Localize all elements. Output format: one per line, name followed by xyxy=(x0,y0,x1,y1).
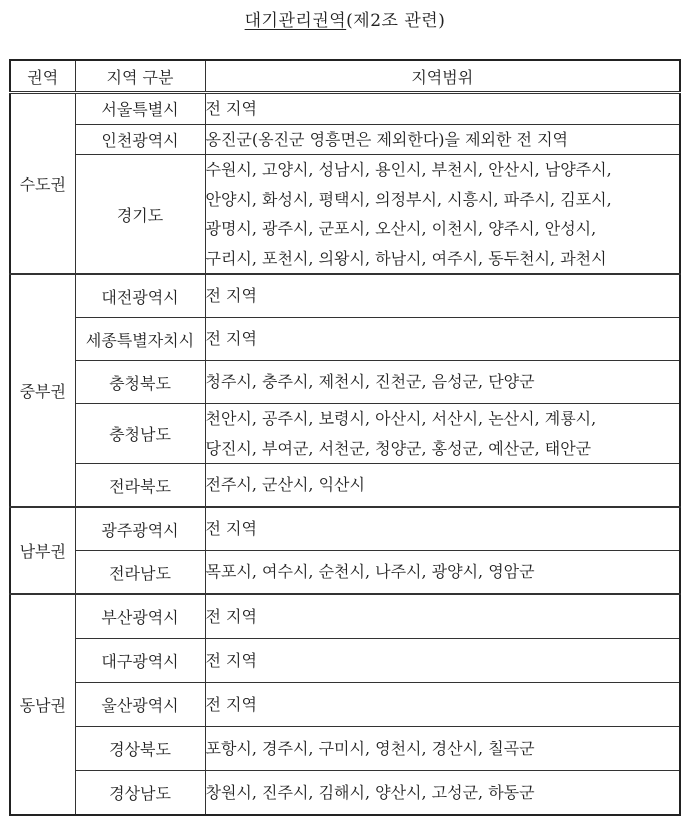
range-line: 광명시, 광주시, 군포시, 오산시, 이천시, 양주시, 안성시, xyxy=(205,219,597,238)
zone-cell: 동남권 xyxy=(10,594,75,815)
range-cell xyxy=(205,404,680,464)
range-line: 천안시, 공주시, 보령시, 아산시, 서산시, 논산시, 계룡시, xyxy=(205,409,597,428)
zone-cell: 남부권 xyxy=(10,507,75,594)
range-cell: 전 지역 xyxy=(205,639,680,683)
subdivision-cell: 울산광역시 xyxy=(75,683,205,727)
range-line: 구리시, 포천시, 의왕시, 하남시, 여주시, 동두천시, 과천시 xyxy=(205,248,607,268)
zone-cell: 수도권 xyxy=(10,93,75,275)
subdivision-cell: 경기도 xyxy=(75,155,205,275)
header-range: 지역범위 xyxy=(205,60,680,93)
subdivision-cell: 전라남도 xyxy=(75,551,205,595)
title-suffix: (제2조 관련) xyxy=(346,11,446,31)
subdivision-cell: 인천광역시 xyxy=(75,124,205,155)
range-line: 수원시, 고양시, 성남시, 용인시, 부천시, 안산시, 남양주시, xyxy=(205,160,612,179)
header-zone: 권역 xyxy=(10,60,75,93)
range-cell: 청주시, 충주시, 제천시, 진천군, 음성군, 단양군 xyxy=(205,361,680,404)
subdivision-cell: 경상북도 xyxy=(75,727,205,771)
title-main: 대기관리권역 xyxy=(244,11,347,31)
subdivision-cell: 충청남도 xyxy=(75,404,205,464)
range-cell: 창원시, 진주시, 김해시, 양산시, 고성군, 하동군 xyxy=(205,771,680,816)
table-row xyxy=(10,683,680,727)
table-row xyxy=(10,124,680,155)
table-row xyxy=(10,318,680,361)
range-cell: 옹진군(옹진군 영흥면은 제외한다)을 제외한 전 지역 xyxy=(205,124,680,155)
range-cell: 전주시, 군산시, 익산시 xyxy=(205,464,680,508)
range-cell: 전 지역 xyxy=(205,594,680,639)
table-row xyxy=(10,93,680,125)
range-cell: 전 지역 xyxy=(205,318,680,361)
table-row xyxy=(10,464,680,508)
subdivision-cell: 부산광역시 xyxy=(75,594,205,639)
table-row xyxy=(10,274,680,318)
table-row xyxy=(10,727,680,771)
subdivision-cell: 세종특별자치시 xyxy=(75,318,205,361)
table-row xyxy=(10,404,680,464)
header-row xyxy=(10,60,680,93)
header-subdivision: 지역 구분 xyxy=(75,60,205,93)
subdivision-cell: 대구광역시 xyxy=(75,639,205,683)
table-row xyxy=(10,155,680,275)
range-cell: 목포시, 여수시, 순천시, 나주시, 광양시, 영암군 xyxy=(205,551,680,595)
subdivision-cell: 충청북도 xyxy=(75,361,205,404)
range-cell: 전 지역 xyxy=(205,93,680,125)
air-quality-management-regions-table xyxy=(9,59,681,816)
range-line: 안양시, 화성시, 평택시, 의정부시, 시흥시, 파주시, 김포시, xyxy=(205,189,612,209)
subdivision-cell: 전라북도 xyxy=(75,464,205,508)
table-row xyxy=(10,594,680,639)
range-cell: 전 지역 xyxy=(205,507,680,551)
table-row xyxy=(10,551,680,595)
range-cell: 전 지역 xyxy=(205,274,680,318)
table-row xyxy=(10,639,680,683)
range-line: 당진시, 부여군, 서천군, 청양군, 홍성군, 예산군, 태안군 xyxy=(205,438,592,458)
table-row xyxy=(10,361,680,404)
range-cell: 포항시, 경주시, 구미시, 영천시, 경산시, 칠곡군 xyxy=(205,727,680,771)
subdivision-cell: 광주광역시 xyxy=(75,507,205,551)
subdivision-cell: 서울특별시 xyxy=(75,93,205,125)
table-row xyxy=(10,771,680,816)
zone-cell: 중부권 xyxy=(10,274,75,507)
table-row xyxy=(10,507,680,551)
document-title xyxy=(0,6,690,31)
range-cell xyxy=(205,155,680,275)
range-cell: 전 지역 xyxy=(205,683,680,727)
subdivision-cell: 경상남도 xyxy=(75,771,205,816)
subdivision-cell: 대전광역시 xyxy=(75,274,205,318)
